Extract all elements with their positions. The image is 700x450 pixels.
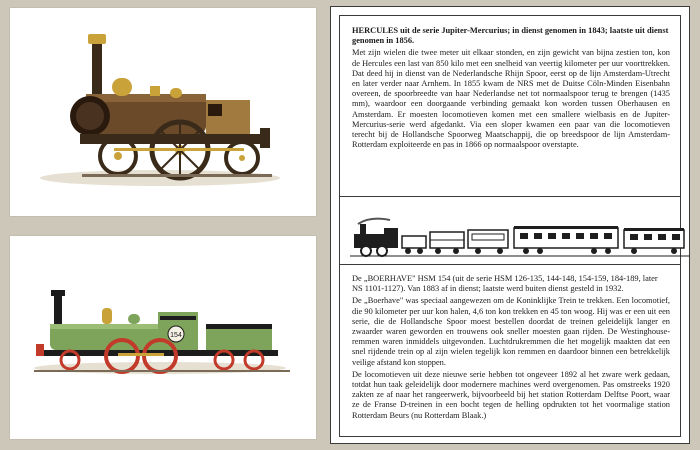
train-silhouette-illustration: [350, 216, 690, 258]
divider-bottom: [340, 264, 680, 265]
hercules-locomotive-illustration: [10, 8, 316, 216]
text-panel: [330, 6, 690, 444]
boerhave-paragraph-2: De locomotieven uit deze nieuwe serie hebben tot ongeveer 1892 al het zware werk gedaan, totdat hun taak geleidelijk door modernere machines werd overgenomen. Pas omstreeks 1920 zakten ze af naar het rangeerwerk, bijvoorbeeld bij het station Rotterdam Delftse Poort, waar ze de Franse D-treinen in een bocht tegen de helling opdrukten tot het voormalige station Rotterdam Beurs (nu Rotterdam Blaak.): [352, 369, 670, 420]
hercules-section: [352, 26, 670, 150]
illustration-card-hercules: [10, 8, 316, 216]
illustration-card-boerhave: [10, 236, 316, 439]
hercules-heading: HERCULES uit de serie Jupiter-Mercurius; in dienst genomen in 1843; laatste uit dienst genomen in 1856.: [352, 26, 669, 46]
boerhave-section: [352, 274, 670, 421]
hercules-body: Met zijn wielen die twee meter uit elkaar stonden, en zijn gewicht van bijna zestien ton, kon de Hercules een last van 850 kilo met een snelheid van veertig kilometer per uur voorttrekken. Dat deed hij in dienst van de Nederlandsche Rhijn Spoor, eerst op de lijn Amsterdam-Utrecht en later verder naar Arnhem. In 1855 kwam de NRS met de Duitse Cöln-Minden Eisenbahn overeen, de spoorbreedte van haar Nederlandse net tot normaalspoor terug te brengen (1435 mm), waardoor een doorgaande verbinding gemaakt kon worden tussen Oberhausen en Amsterdam. Er moesten locomotieven komen met een smallere wielbasis en de Jupiter-Mercurius-serie werd afgedankt. Via een sloper kwamen een paar van die locomotieven terecht bij de Hollandsche Spoorweg Maatschappij, die op breedspoor de lijn Amsterdam-Rotterdam exploiteerde en pas in 1866 op normaalspoor overstapte.: [352, 48, 670, 150]
boerhave-heading: De „BOERHAVE" HSM 154 (uit de serie HSM 126-135, 144-148, 154-159, 184-189, later NS 1101-1127). Van 1883 af in dienst; laatste werd buiten dienst gesteld in 1932.: [352, 274, 658, 294]
divider-top: [340, 196, 680, 197]
boerhave-paragraph-1: De „Boerhave" was speciaal aangewezen om de Koninklijke Trein te trekken. Een locomotief, die 90 kilometer per uur kon halen, 4,6 ton kon trekken en 45 ton woog. Hij was er een uit een serie, die de Hollandsche Spoor moest bestellen doordat de treinen geleidelijk langer en zwaarder waren geworden en trouwens ook sneller moesten gaan rijden. De Westinghouse-remmen waren inmiddels uitgevonden. Luchtdrukremmen die het mogelijk maakten dat een snel rijdende trein op al zijn wielen tegelijk kon remmen en daardoor binnen een betrekkelijk veilige afstand kon stoppen.: [352, 296, 670, 367]
boerhave-locomotive-illustration: [10, 236, 316, 439]
text-panel-frame: [339, 15, 681, 437]
locomotive-number-plate: 154: [170, 332, 182, 339]
